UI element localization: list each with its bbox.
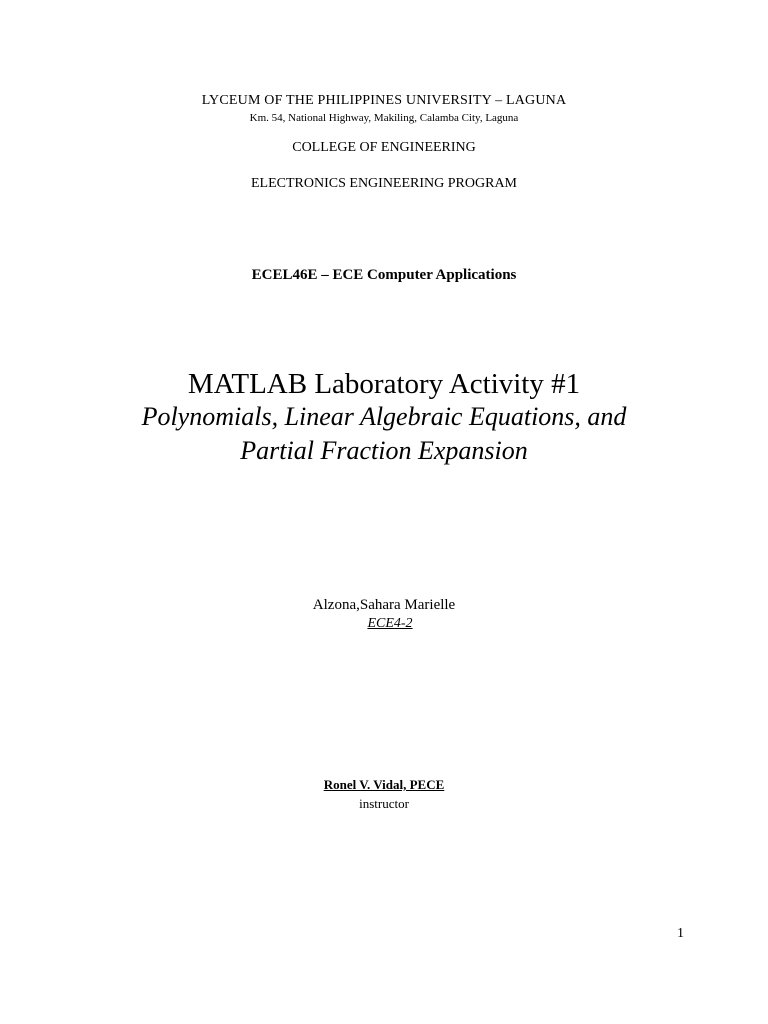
university-name: LYCEUM OF THE PHILIPPINES UNIVERSITY – LAGUNA	[201, 93, 567, 108]
university-address: Km. 54, National Highway, Makiling, Calamba City, Laguna	[249, 112, 519, 124]
program-name: ELECTRONICS ENGINEERING PROGRAM	[251, 176, 517, 191]
instructor-role: instructor	[359, 796, 409, 811]
activity-subtitle-line-2: Partial Fraction Expansion	[240, 436, 528, 465]
instructor-name	[0, 777, 768, 793]
instructor-name-text: Ronel V. Vidal, PECE	[323, 777, 445, 792]
student-name: Alzona,Sahara Marielle	[312, 597, 456, 613]
course-title: ECEL46E – ECE Computer Applications	[251, 267, 517, 283]
student-section-text: ECE4-2	[367, 616, 413, 631]
page-number: 1	[677, 926, 684, 941]
activity-subtitle-line-1: Polynomials, Linear Algebraic Equations, and	[141, 402, 627, 431]
activity-title: MATLAB Laboratory Activity #1	[187, 368, 581, 400]
student-section	[0, 616, 768, 632]
college-name: COLLEGE OF ENGINEERING	[292, 140, 476, 155]
